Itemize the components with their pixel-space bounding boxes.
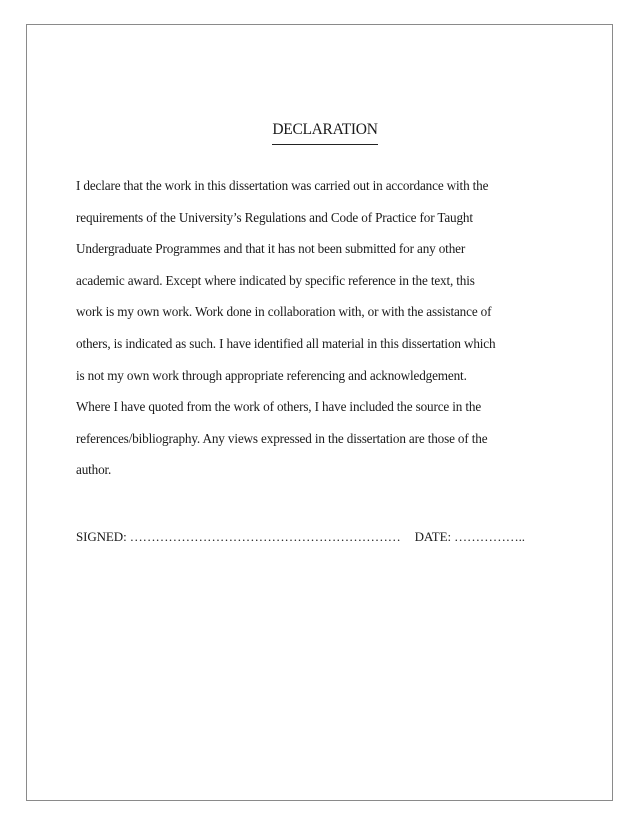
- body-line: academic award. Except where indicated by specific reference in the text, this: [76, 272, 475, 288]
- page-title: DECLARATION: [272, 121, 377, 145]
- body-line: Where I have quoted from the work of others, I have included the source in the: [76, 399, 482, 415]
- body-line: I declare that the work in this dissertation was carried out in accordance with the: [76, 178, 489, 193]
- body-line: others, is indicated as such. I have identified all material in this dissertation which: [76, 335, 496, 351]
- declaration-body: [76, 176, 586, 492]
- title-wrap: [0, 121, 638, 145]
- signature-line: [76, 528, 586, 546]
- date-field: DATE: ……………..: [414, 529, 525, 544]
- body-line: is not my own work through appropriate referencing and acknowledgement.: [76, 367, 467, 383]
- body-line: Undergraduate Programmes and that it has not been submitted for any other: [76, 241, 466, 257]
- signed-field: SIGNED: ………………………………………………………: [76, 529, 401, 544]
- body-line: work is my own work. Work done in collaboration with, or with the assistance of: [76, 304, 492, 320]
- body-line: author.: [76, 462, 112, 478]
- body-line: references/bibliography. Any views expressed in the dissertation are those of the: [76, 430, 488, 446]
- body-line: requirements of the University’s Regulations and Code of Practice for Taught: [76, 209, 473, 225]
